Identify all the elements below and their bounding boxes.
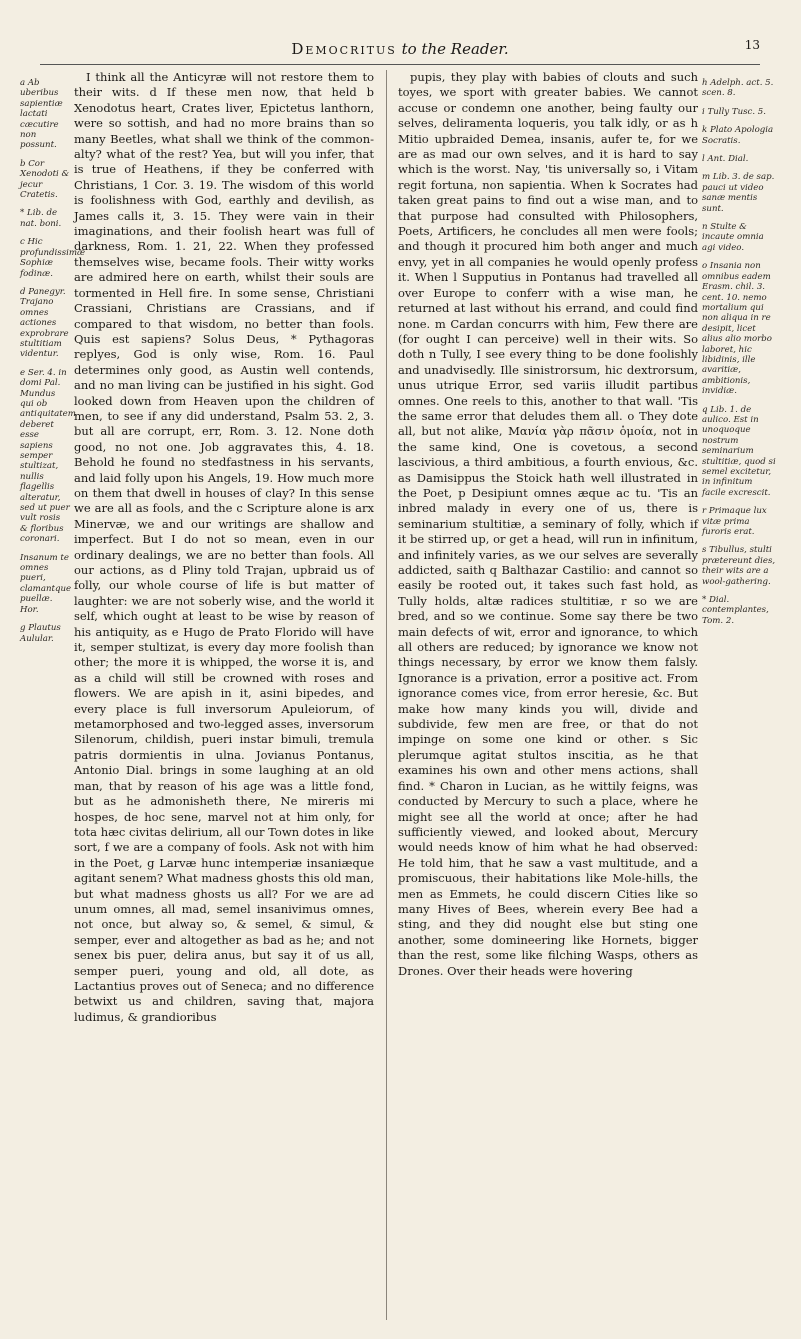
right-column-text: pupis, they play with babies of clouts and such toyes, we sport with greater babies. We cannot accuse or condemn one another, being faulty our selves, deliramenta loqueris, you talk idly, or as h Mitio upbraided Demea, insanis, aufer te, for we are as mad our own selves, and it is hard to say which is the worst. Nay, 'tis universally so, i Vitam regit fortuna, non sapientia. When k Socrates had taken great pains to find out a wise man, and to that purpose had consulted with Philosophers, Poets, Artificers, he concludes all men were fools; and though it procured him both anger and much envy, yet in all companies he would openly profess it. When l Supputius in Pontanus had travelled all over Europe to conferr with a wise man, he returned at last without his errand, and could find none. m Cardan concurrs with him, Few there are (for ought I can perceive) well in their wits. So doth n Tully, I see every thing to be done foolishly and unadvisedly. Ille sinistrorsum, hic dextrorsum, unus utrique Error, sed variis illudit partibus omnes. One reels to this, another to that wall. 'Tis the same error that deludes them all. o They dote all, but not alike, Μανία γὰρ πᾶσιν ὁμοία, not in the same kind, One is covetous, a second lascivious, a third ambitious, a fourth envious, &c. as Damisippus the Stoick hath well illustrated in the Poet, p Desipiunt omnes æque ac tu. 'Tis an inbred malady in every one of us, there is seminarium stultitiæ, a seminary of folly, which if it be stirred up, or get a head, will run in infinitum, and infinitely varies, as we our selves are severally addicted, saith q Balthazar Castilio: and cannot so easily be rooted out, it takes such fast hold, as Tully holds, altæ radices stultitiæ, r so we are bred, and so we continue. Some say there be two main defects of wit, error and ignorance, to which all others are reduced; by ignorance we know not things necessary, by error we know them falsly. Ignorance is a privation, error a positive act. From ignorance comes vice, from error heresie, &c. But make how many kinds you will, divide and subdivide, few men are free, or that do not impinge on some one kind or other. s Sic plerumque agitat stultos inscitia, as he that examines his own and other mens actions, shall find. * Charon in Lucian, as he wittily feigns, was conducted by Mercury to such a place, where he might see all the world at once; after he had sufficiently viewed, and looked about, Mercury would needs know of him what he had observed: He told him, that he saw a vast multitude, and a promiscuous, their habitations like Mole-hills, the men as Emmets, he could discern Cities like so many Hives of Bees, wherein every Bee had a sting, and they did nought else but sting one another, some domineering like Hornets, bigger than the rest, some like filching Wasps, others as Drones. Over their heads were hovering	[398, 70, 698, 978]
running-subtitle: to the Reader.	[401, 40, 509, 58]
margin-note: s Tibullus, stulti prætereunt dies, their wits are a wool-gathering.	[702, 545, 776, 587]
margin-note: Insanum te omnes pueri, clamantque puellæ. Hor.	[20, 552, 72, 615]
margin-note: g Plautus Aulular.	[20, 623, 61, 644]
margin-note: a Ab uberibus sapientiæ lactati cæcutire non possunt.	[20, 78, 63, 151]
right-text-column	[398, 70, 698, 1320]
margin-note: l Ant. Dial.	[702, 154, 749, 165]
left-column-text: I think all the Anticyræ will not restore them to their wits. d If these men now, that held b Xenodotus heart, Crates liver, Epictetus lanthorn, were so sottish, and had no more brains than so many Beetles, what shall we think of the common-alty? what of the rest? Yea, but will you infer, that is true of Heathens, if they be conferred with Christians, 1 Cor. 3. 19. The wisdom of this world is foolishness with God, earthly and devilish, as James calls it, 3. 15. They were vain in their imaginations, and their foolish heart was full of darkness, Rom. 1. 21, 22. When they professed themselves wise, became fools. Their witty works are admired here on earth, whilst their souls are tormented in Hell fire. In some sense, Christiani Crassiani, Christians are Crassians, and if compared to that wisdom, no better than fools. Quis est sapiens? Solus Deus, * Pythagoras replyes, God is only wise, Rom. 16. Paul determines only good, as Austin well contends, and no man living can be justified in his sight. God looked down from Heaven upon the children of men, to see if any did understand, Psalm 53. 2, 3. but all are corrupt, err, Rom. 3. 12. None doth good, no not one. Job aggravates this, 4. 18. Behold he found no stedfastness in his servants, and laid folly upon his Angels, 19. How much more on them that dwell in houses of clay? In this sense we are all as fools, and the c Scripture alone is arx Minervæ, we and our writings are shallow and imperfect. But I do not so mean, even in our ordinary dealings, we are no better than fools. All our actions, as d Pliny told Trajan, upbraid us of folly, our whole course of life is but matter of laughter: we are not soberly wise, and the world it self, which ought at least to be wise by reason of his antiquity, as e Hugo de Prato Florido will have it, semper stultizat, is every day more foolish than other; the more it is whipped, the worse it is, and as a child will still be crowned with roses and flowers. We are apish in it, asini bipedes, and every place is full inversorum Apuleiorum, of metamorphosed and two-legged asses, inversorum Silenorum, childish, pueri instar bimuli, tremula patris dormientis in ulna. Jovianus Pontanus, Antonio Dial. brings in some laughing at an old man, that by reason of his age was a little fond, but as he admonisheth there, Ne mireris mi hospes, de hoc sene, marvel not at him only, for tota hæc civitas delirium, all our Town dotes in like sort, f we are a company of fools. Ask not with him in the Poet, g Larvæ hunc intemperiæ insaniæque agitant senem? What madness ghosts this old man, but what madness ghosts us all? For we are ad unum omnes, all mad, semel insanivimus omnes, not once, but alway so, & semel, & simul, & semper, ever and altogether as bad as he; and not senex bis puer, delira anus, but say it of us all, semper pueri, young and old, all dote, as Lactantius proves out of Seneca; and no difference betwixt us and children, saving that, majora ludimus, & grandioribus	[74, 70, 374, 1024]
margin-note: i Tully Tusc. 5.	[702, 106, 766, 117]
margin-note: * Dial. contemplantes, Tom. 2.	[702, 595, 769, 626]
margin-note: k Plato Apologia Socratis.	[702, 125, 774, 146]
page-number: 13	[744, 38, 760, 52]
margin-note: h Adelph. act. 5. scen. 8.	[702, 78, 774, 99]
margin-note: r Primaque lux vitæ prima furoris erat.	[702, 506, 767, 538]
left-margin-notes	[20, 78, 86, 1318]
margin-note: n Stulte & incaute omnia agi video.	[702, 222, 764, 253]
margin-note: c Hic profundissimæ Sophiæ fodinæ.	[20, 237, 86, 279]
margin-note: q Lib. 1. de aulico. Est in unoquoque nostrum seminarium stultitiæ, quod si semel excitetur, in infinitum facile excrescit.	[702, 404, 776, 498]
margin-note: b Cor Xenodoti & jecur Cratetis.	[20, 158, 70, 201]
margin-note: o Insania non omnibus eadem Erasm. chil. 3. cent. 10. nemo mortalium qui non aliqua in re desipit, licet alius alio morbo laboret, hic libidinis, ille avaritiæ, ambitionis, invidiæ.	[702, 261, 772, 397]
left-text-column	[74, 70, 374, 1320]
margin-note: e Ser. 4. in domi Pal. Mundus qui ob antiquitatem deberet esse sapiens semper stultizat, nullis flagellis alteratur, sed ut puer vult rosis & floribus coronari.	[20, 367, 76, 545]
margin-note: m Lib. 3. de sap. pauci ut video sanæ mentis sunt.	[702, 172, 775, 214]
column-divider	[386, 70, 387, 1320]
running-header	[40, 36, 760, 62]
right-margin-notes	[702, 78, 776, 1318]
margin-note: * Lib. de nat. boni.	[20, 208, 62, 229]
margin-note: d Panegyr. Trajano omnes actiones exprobrare stultitiam videntur.	[20, 286, 69, 360]
running-title: Democritus	[291, 40, 397, 58]
header-rule	[40, 64, 760, 65]
